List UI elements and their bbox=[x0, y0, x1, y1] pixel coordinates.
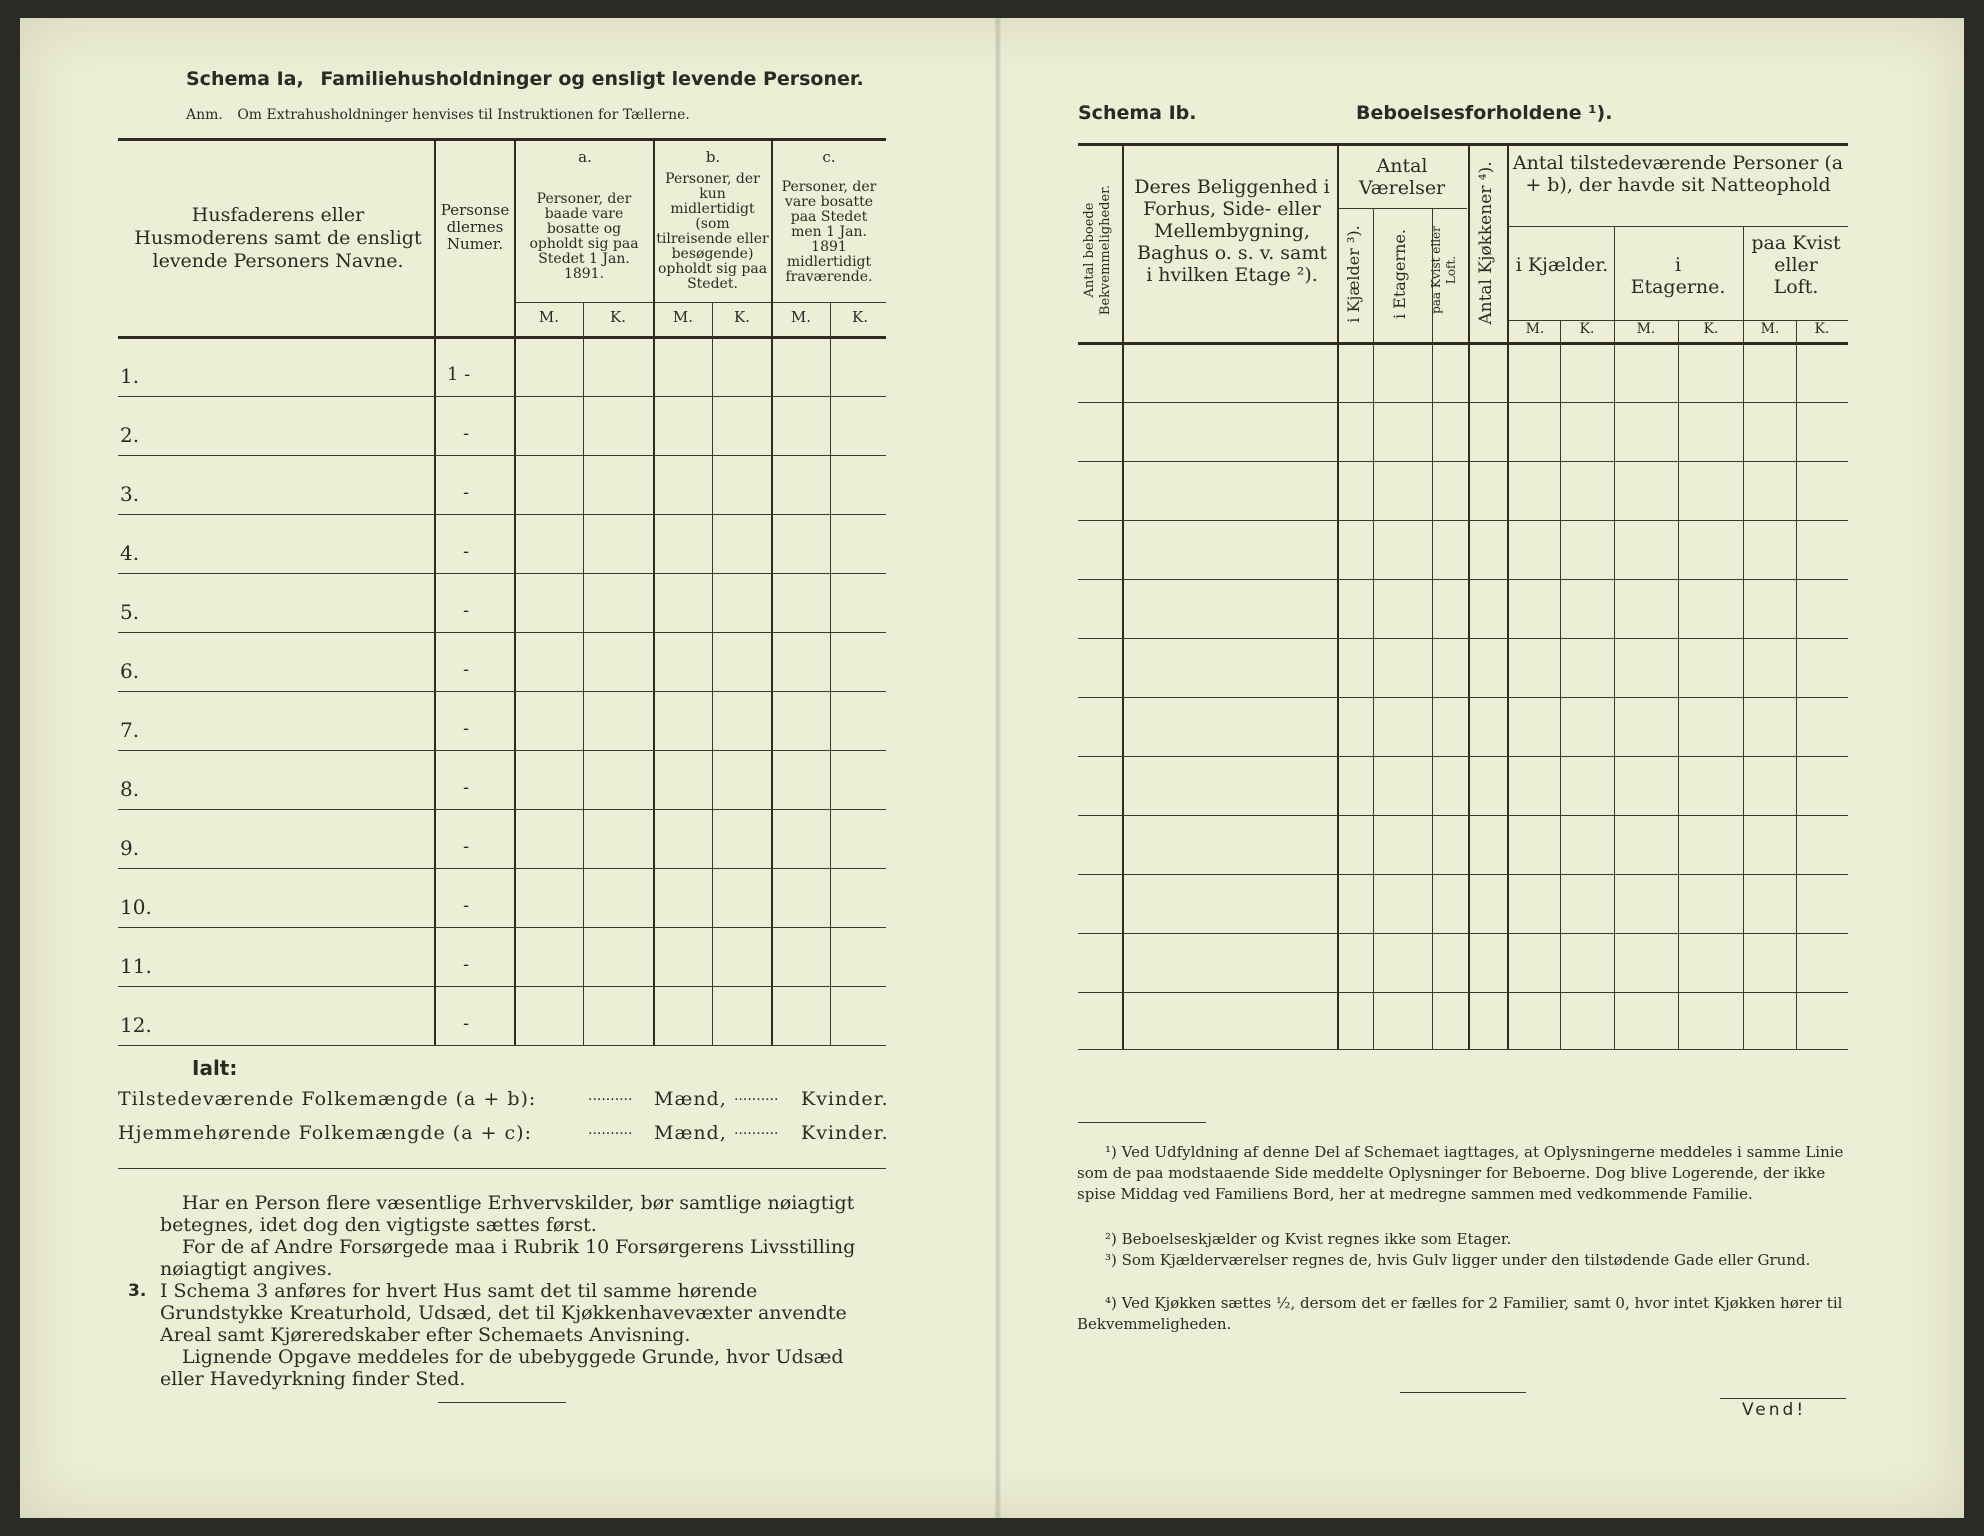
row-num-value: - bbox=[463, 895, 470, 916]
right-vrule-kjokken bbox=[1507, 145, 1509, 1049]
row-num-value: - bbox=[463, 659, 470, 680]
right-header-bottom-rule bbox=[1078, 342, 1848, 345]
row-number: 6. bbox=[120, 659, 140, 683]
row-rule bbox=[118, 868, 886, 869]
right-vrule-kjaelder bbox=[1373, 209, 1374, 1049]
mk-label: M. bbox=[1636, 321, 1656, 337]
row-num-value: 1 - bbox=[447, 364, 471, 385]
row-number: 3. bbox=[120, 482, 140, 506]
header-vaer-etagerne: i Etagerne. bbox=[1390, 228, 1409, 320]
right-title-text: Beboelsesforholdene ¹). bbox=[1356, 102, 1613, 124]
right-title-label: Schema Ib. bbox=[1078, 102, 1197, 124]
row-rule bbox=[1078, 697, 1848, 698]
row-num-value: - bbox=[463, 600, 470, 621]
right-vrule-etagerne bbox=[1432, 209, 1433, 1049]
tilsted-dots-k: .......... bbox=[734, 1088, 779, 1104]
note-3: I Schema 3 anføres for hvert Hus samt det til samme hørende Grundstykke Kreaturhold, Udsæd, det til Kjøkkenhavevæxter anvendte Areal samt Kjøreredskaber efter Schemaets Anvisning. bbox=[160, 1280, 847, 1346]
mk-label: M. bbox=[790, 308, 812, 326]
row-num-value: - bbox=[463, 777, 470, 798]
hjemme-line bbox=[118, 1122, 889, 1146]
left-vrule-num bbox=[514, 140, 516, 1045]
row-rule bbox=[118, 986, 886, 987]
row-num-value: - bbox=[463, 718, 470, 739]
header-col-a: Personer, der baade vare bosatte og opholdt sig paa Stedet 1 Jan. 1891. bbox=[529, 191, 639, 282]
row-number: 5. bbox=[120, 600, 140, 624]
header-letter-b: b. bbox=[705, 148, 721, 166]
left-vrule-name bbox=[434, 140, 436, 1045]
note-2: For de af Andre Forsørgede maa i Rubrik 10 Forsørgerens Livsstilling nøiagtigt angives. bbox=[160, 1236, 856, 1280]
row-num-value: - bbox=[463, 423, 470, 444]
right-vrule-mk1 bbox=[1560, 321, 1561, 1049]
header-sub-etagerne: i Etagerne. bbox=[1630, 254, 1726, 298]
row-rule bbox=[1078, 638, 1848, 639]
header-letter-c: c. bbox=[822, 148, 836, 166]
row-number: 8. bbox=[120, 777, 140, 801]
right-vrule-mk2 bbox=[1678, 321, 1679, 1049]
right-vaer-rule bbox=[1337, 208, 1467, 209]
left-title-label: Schema Ia, bbox=[186, 68, 304, 90]
left-end-rule bbox=[438, 1402, 566, 1403]
left-title bbox=[186, 68, 864, 90]
row-rule bbox=[1078, 756, 1848, 757]
row-num-value: - bbox=[463, 482, 470, 503]
row-number: 12. bbox=[120, 1013, 152, 1037]
footnote-2: ²) Beboelseskjælder og Kvist regnes ikke som Etager. bbox=[1105, 1230, 1512, 1248]
header-col-b: Personer, der kun midlertidigt (som tilreisende eller besøgende) opholdt sig paa Stedet. bbox=[656, 171, 769, 292]
left-table-bottom-rule bbox=[118, 1045, 886, 1046]
row-num-value: - bbox=[463, 1013, 470, 1034]
mk-label: K. bbox=[1703, 321, 1719, 337]
vend-label: Vend! bbox=[1742, 1400, 1807, 1420]
left-vrule-b-mk bbox=[712, 303, 713, 1045]
tilsted-dots-m: .......... bbox=[588, 1088, 633, 1104]
left-anm bbox=[186, 107, 690, 123]
row-rule bbox=[118, 455, 886, 456]
row-rule bbox=[118, 750, 886, 751]
footnote-4: ⁴) Ved Kjøkken sættes ½, dersom det er fælles for 2 Familier, samt 0, hvor intet Kjøkken hører til Bekvemmeligheden. bbox=[1077, 1294, 1843, 1333]
mk-label: K. bbox=[1579, 321, 1595, 337]
page-fold bbox=[995, 18, 1001, 1518]
row-number: 1. bbox=[120, 364, 140, 388]
mk-label: M. bbox=[538, 308, 560, 326]
footnote-3: ³) Som Kjælderværelser regnes de, hvis Gulv ligger under den tilstødende Gade eller Grund. bbox=[1105, 1251, 1811, 1269]
left-vrule-c-mk bbox=[830, 303, 831, 1045]
row-num-value: - bbox=[463, 541, 470, 562]
row-rule bbox=[1078, 933, 1848, 934]
footnote-separator bbox=[1078, 1122, 1206, 1123]
row-rule bbox=[1078, 579, 1848, 580]
row-rule bbox=[1078, 520, 1848, 521]
header-belig-col: Deres Beliggenhed i Forhus, Side- eller Mellembygning, Baghus o. s. v. samt i hvilken Etage ²). bbox=[1134, 176, 1330, 286]
left-vrule-a-mk bbox=[583, 303, 584, 1045]
header-col-c: Personer, der vare bosatte paa Stedet men 1 Jan. 1891 midlertidigt fraværende. bbox=[781, 179, 877, 285]
left-vrule-a bbox=[653, 140, 655, 1045]
right-vrule-bekv bbox=[1122, 145, 1124, 1049]
header-vaer-kvist: paa Kvist eller Loft. bbox=[1429, 226, 1458, 314]
hjemme-kvinder: Kvinder. bbox=[801, 1122, 889, 1144]
row-rule bbox=[1078, 815, 1848, 816]
left-vrule-b bbox=[771, 140, 773, 1045]
right-vrule-vaer bbox=[1468, 145, 1470, 1049]
tilsted-label: Tilstedeværende Folkemængde (a + b): bbox=[118, 1088, 537, 1110]
row-rule bbox=[118, 691, 886, 692]
left-title-text: Familiehusholdninger og ensligt levende Personer. bbox=[320, 68, 864, 90]
hjemme-dots-k: .......... bbox=[734, 1122, 779, 1138]
vend-rule bbox=[1720, 1398, 1846, 1399]
mk-label: K. bbox=[852, 308, 868, 326]
right-end-rule bbox=[1400, 1392, 1526, 1393]
hjemme-maend: Mænd, bbox=[654, 1122, 727, 1144]
right-vrule-mk3 bbox=[1796, 321, 1797, 1049]
header-bekv-col: Antal beboede Bekvemmeligheder. bbox=[1082, 184, 1113, 316]
mk-label: M. bbox=[1760, 321, 1780, 337]
tilsted-kvinder: Kvinder. bbox=[801, 1088, 889, 1110]
row-rule bbox=[1078, 874, 1848, 875]
row-rule bbox=[118, 809, 886, 810]
tilsted-line bbox=[118, 1088, 889, 1112]
mk-label: M. bbox=[672, 308, 694, 326]
row-rule bbox=[1078, 402, 1848, 403]
row-number: 11. bbox=[120, 954, 152, 978]
header-tilsted: Antal tilstedeværende Personer (a + b), der havde sit Natteophold bbox=[1512, 152, 1844, 196]
header-name-col: Husfaderens eller Husmoderens samt de ensligt levende Personers Navne. bbox=[134, 204, 422, 272]
row-rule bbox=[1078, 461, 1848, 462]
mk-label: K. bbox=[610, 308, 626, 326]
row-rule bbox=[118, 396, 886, 397]
header-sub-kvist: paa Kvist eller Loft. bbox=[1751, 232, 1841, 298]
row-number: 2. bbox=[120, 423, 140, 447]
mk-label: K. bbox=[1814, 321, 1830, 337]
tilsted-maend: Mænd, bbox=[654, 1088, 727, 1110]
header-num-col: Personsedlernes Numer. bbox=[440, 201, 510, 253]
header-antal-vaer: Antal Værelser bbox=[1358, 155, 1446, 199]
right-tilsted-rule bbox=[1508, 226, 1848, 227]
totals-bottom-rule bbox=[118, 1168, 886, 1169]
right-table-bottom-rule bbox=[1078, 1049, 1848, 1050]
row-rule bbox=[118, 514, 886, 515]
ialt-label: Ialt: bbox=[192, 1056, 238, 1080]
header-sub-kjaelder: i Kjælder. bbox=[1515, 254, 1609, 276]
row-rule bbox=[118, 927, 886, 928]
note-3-num: 3. bbox=[128, 1281, 147, 1301]
mk-label: K. bbox=[734, 308, 750, 326]
note-4: Lignende Opgave meddeles for de ubebyggede Grunde, hvor Udsæd eller Havedyrkning finder Sted. bbox=[160, 1346, 844, 1390]
header-vaer-kjaelder: i Kjælder ³). bbox=[1344, 225, 1363, 323]
note-1: Har en Person flere væsentlige Erhvervskilder, bør samtlige nøiagtigt betegnes, idet dog den vigtigste sættes først. bbox=[160, 1192, 855, 1236]
mk-label: M. bbox=[1525, 321, 1545, 337]
anm-label: Anm. bbox=[186, 107, 223, 123]
row-number: 10. bbox=[120, 895, 152, 919]
right-vrule-belig bbox=[1337, 145, 1339, 1049]
row-num-value: - bbox=[463, 836, 470, 857]
row-rule bbox=[1078, 992, 1848, 993]
row-num-value: - bbox=[463, 954, 470, 975]
row-number: 7. bbox=[120, 718, 140, 742]
hjemme-dots-m: .......... bbox=[588, 1122, 633, 1138]
right-table-top-rule bbox=[1078, 143, 1848, 146]
footnote-1: ¹) Ved Udfyldning af denne Del af Schemaet iagttages, at Oplysningerne meddeles i samme Linie som de paa modstaaende Side meddelte Oplysninger for Beboerne. Dog blive Logerende, der ikke spise Middag ved Familiens Bord, her at medregne sammen med vedkommende Familie. bbox=[1077, 1143, 1844, 1203]
row-rule bbox=[118, 632, 886, 633]
anm-text: Om Extrahusholdninger henvises til Instruktionen for Tællerne. bbox=[237, 107, 690, 123]
row-number: 9. bbox=[120, 836, 140, 860]
header-letter-a: a. bbox=[578, 148, 592, 166]
header-kjokken: Antal Kjøkkener ⁴). bbox=[1476, 161, 1496, 325]
row-number: 4. bbox=[120, 541, 140, 565]
hjemme-label: Hjemmehørende Folkemængde (a + c): bbox=[118, 1122, 532, 1144]
row-rule bbox=[118, 573, 886, 574]
